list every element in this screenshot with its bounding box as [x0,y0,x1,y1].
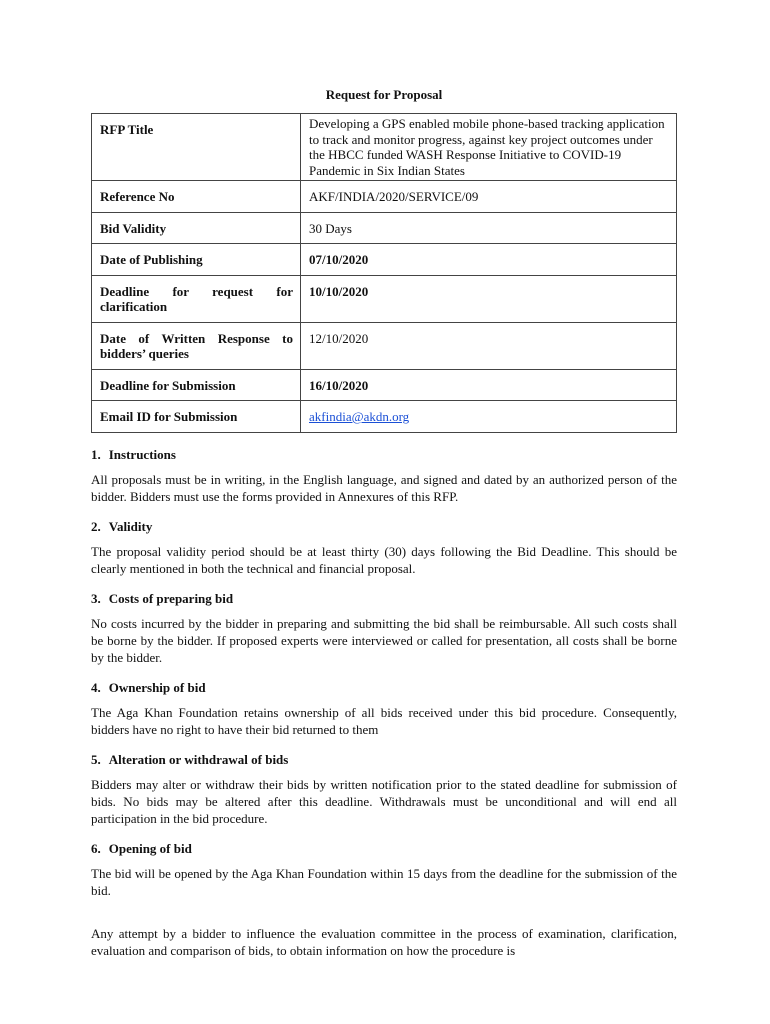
section-number: 2. [91,518,101,534]
section-text: No costs incurred by the bidder in preparing and submitting the bid shall be reimbursable. All such costs shall be borne by the bidder. If proposed experts were interviewed or called for presentation, all costs shall be borne by the bidder. [91,615,677,665]
section-heading [91,519,677,535]
row-value: 12/10/2020 [301,322,677,369]
section-opening [91,841,677,899]
table-row-submission-email [92,401,677,433]
rfp-details-table [91,113,677,433]
row-label: Deadline for Submission [92,369,301,401]
row-label: Date of Written Response to bidders’ queries [92,322,301,369]
section-heading [91,447,677,463]
section-text: The bid will be opened by the Aga Khan Foundation within 15 days from the deadline for the submission of the bid. [91,865,677,898]
document-page [91,86,677,972]
section-heading [91,591,677,607]
section-text: The proposal validity period should be at least thirty (30) days following the Bid Deadline. This should be clearly mentioned in both the technical and financial proposal. [91,543,677,576]
section-text: Bidders may alter or withdraw their bids by written notification prior to the stated deadline for submission of bids. No bids may be altered after this deadline. Withdrawals must be unconditional and will end all participation in the bid procedure. [91,776,677,826]
section-title: Costs of preparing bid [108,590,234,606]
row-value: 30 Days [301,212,677,244]
row-label: Email ID for Submission [92,401,301,433]
table-row-bid-validity [92,212,677,244]
row-value: Developing a GPS enabled mobile phone-based tracking application to track and monitor progress, against key project outcomes under the HBCC funded WASH Response Initiative to COVID-19 Pandemic in Six Indian States [301,114,677,181]
row-value: AKF/INDIA/2020/SERVICE/09 [301,181,677,213]
section-title: Opening of bid [108,840,192,856]
document-title: Request for Proposal [325,87,443,102]
section-text: All proposals must be in writing, in the English language, and signed and dated by an authorized person of the bidder. Bidders must use the forms provided in Annexures of this RFP. [91,471,677,504]
table-row-clarification-deadline [92,275,677,322]
section-ownership [91,680,677,738]
section-text: The Aga Khan Foundation retains ownership of all bids received under this bid procedure. Consequently, bidders have no right to have their bid returned to them [91,704,677,737]
section-validity [91,519,677,577]
section-title: Ownership of bid [108,679,206,695]
section-alteration [91,752,677,827]
row-value: 10/10/2020 [301,275,677,322]
row-label: RFP Title [92,114,301,181]
table-row-rfp-title [92,114,677,181]
section-number: 5. [91,751,101,767]
section-number: 4. [91,679,101,695]
row-label: Bid Validity [92,212,301,244]
table-row-reference-no [92,181,677,213]
section-number: 6. [91,840,101,856]
row-label: Reference No [92,181,301,213]
section-instructions [91,447,677,505]
table-row-date-of-publishing [92,244,677,276]
section-costs [91,591,677,666]
table-row-written-response-date [92,322,677,369]
section-heading [91,841,677,857]
trailing-paragraph: Any attempt by a bidder to influence the evaluation committee in the process of examination, clarification, evaluation and comparison of bids, to obtain information on how the procedure is [91,925,677,958]
row-label: Date of Publishing [92,244,301,276]
row-label: Deadline for request for clarification [92,275,301,322]
row-value: 07/10/2020 [301,244,677,276]
section-title: Validity [108,518,153,534]
section-heading [91,680,677,696]
section-number: 1. [91,446,101,462]
table-row-submission-deadline [92,369,677,401]
section-heading [91,752,677,768]
row-value-cell [301,401,677,433]
row-value: 16/10/2020 [301,369,677,401]
submission-email-link[interactable]: akfindia@akdn.org [309,409,410,424]
section-title: Instructions [108,446,176,462]
section-title: Alteration or withdrawal of bids [108,751,289,767]
section-number: 3. [91,590,101,606]
